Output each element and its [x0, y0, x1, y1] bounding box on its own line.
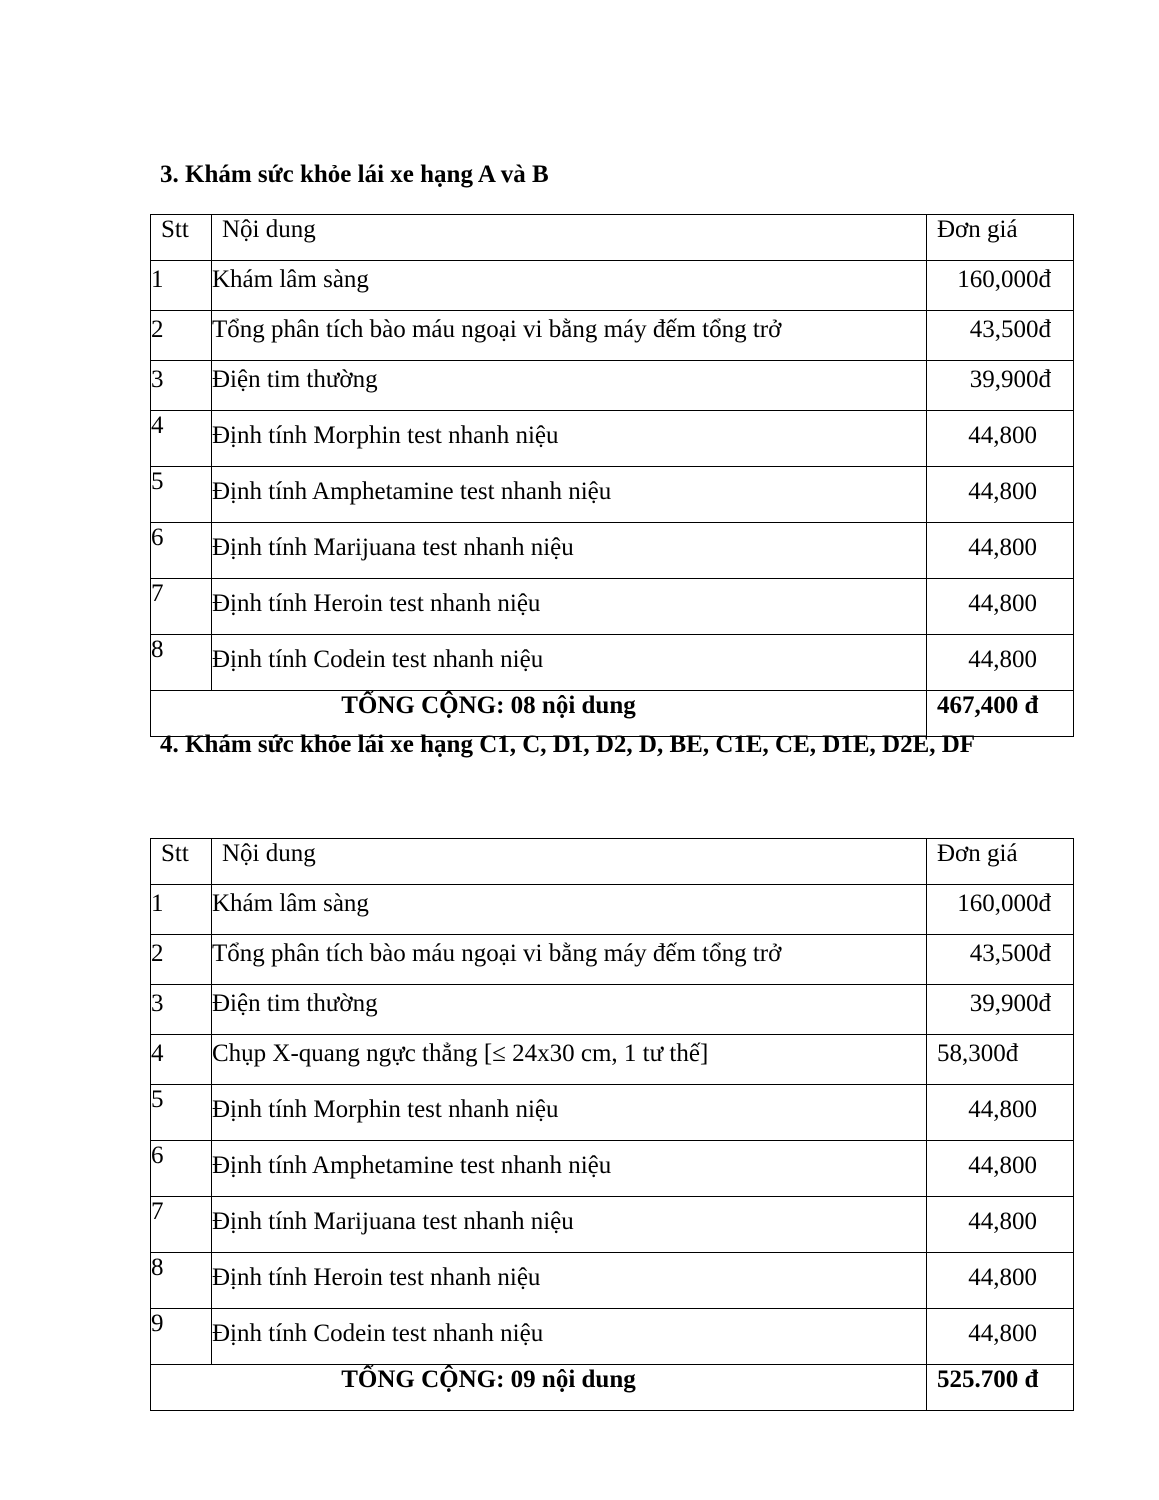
column-header-price: Đơn giá	[927, 839, 1074, 885]
table-row	[151, 1197, 1074, 1253]
row-price: 44,800	[927, 1141, 1074, 1197]
row-price: 39,900đ	[927, 361, 1074, 411]
row-number: 6	[151, 1141, 212, 1197]
row-number: 8	[151, 1253, 212, 1309]
row-number: 8	[151, 635, 212, 691]
table-row	[151, 411, 1074, 467]
price-table-section-3	[150, 214, 1074, 737]
row-number: 7	[151, 1197, 212, 1253]
column-header-stt: Stt	[151, 215, 212, 261]
total-value: 467,400 đ	[927, 691, 1074, 737]
section-3-title: 3. Khám sức khỏe lái xe hạng A và B	[160, 161, 549, 188]
row-number: 7	[151, 579, 212, 635]
table-row	[151, 579, 1074, 635]
row-price: 44,800	[927, 635, 1074, 691]
section-4-title: 4. Khám sức khỏe lái xe hạng C1, C, D1, D2, D, BE, C1E, CE, D1E, D2E, DF	[160, 731, 976, 758]
row-number: 2	[151, 935, 212, 985]
table-row	[151, 261, 1074, 311]
row-number: 5	[151, 1085, 212, 1141]
table-row	[151, 1309, 1074, 1365]
row-content: Khám lâm sàng	[212, 885, 927, 935]
row-content: Định tính Amphetamine test nhanh niệu	[212, 1141, 927, 1197]
row-content: Định tính Heroin test nhanh niệu	[212, 1253, 927, 1309]
row-price: 44,800	[927, 411, 1074, 467]
row-price: 44,800	[927, 1253, 1074, 1309]
table-row	[151, 935, 1074, 985]
table-row	[151, 523, 1074, 579]
row-price: 160,000đ	[927, 885, 1074, 935]
row-content: Định tính Codein test nhanh niệu	[212, 1309, 927, 1365]
row-number: 9	[151, 1309, 212, 1365]
row-price: 44,800	[927, 1309, 1074, 1365]
total-value: 525.700 đ	[927, 1365, 1074, 1411]
table-row	[151, 467, 1074, 523]
row-price: 39,900đ	[927, 985, 1074, 1035]
table-row	[151, 361, 1074, 411]
column-header-content: Nội dung	[212, 839, 927, 885]
row-content: Định tính Morphin test nhanh niệu	[212, 1085, 927, 1141]
row-price: 43,500đ	[927, 935, 1074, 985]
total-label: TỔNG CỘNG: 08 nội dung	[151, 691, 927, 737]
row-price: 44,800	[927, 467, 1074, 523]
row-content: Định tính Marijuana test nhanh niệu	[212, 1197, 927, 1253]
row-number: 2	[151, 311, 212, 361]
table-row	[151, 885, 1074, 935]
row-price: 44,800	[927, 523, 1074, 579]
row-number: 4	[151, 411, 212, 467]
row-number: 5	[151, 467, 212, 523]
table-row	[151, 985, 1074, 1035]
price-table-section-4	[150, 838, 1074, 1411]
total-row	[151, 1365, 1074, 1411]
row-content: Định tính Heroin test nhanh niệu	[212, 579, 927, 635]
row-number: 6	[151, 523, 212, 579]
row-number: 4	[151, 1035, 212, 1085]
row-price: 44,800	[927, 579, 1074, 635]
row-content: Tổng phân tích bào máu ngoại vi bằng máy đếm tổng trở	[212, 311, 927, 361]
table-row	[151, 1253, 1074, 1309]
row-content: Điện tim thường	[212, 361, 927, 411]
row-content: Định tính Morphin test nhanh niệu	[212, 411, 927, 467]
row-content: Tổng phân tích bào máu ngoại vi bằng máy đếm tổng trở	[212, 935, 927, 985]
table-row	[151, 311, 1074, 361]
table-header-row	[151, 839, 1074, 885]
row-content: Định tính Codein test nhanh niệu	[212, 635, 927, 691]
row-content: Khám lâm sàng	[212, 261, 927, 311]
row-number: 3	[151, 361, 212, 411]
row-content: Điện tim thường	[212, 985, 927, 1035]
row-price: 44,800	[927, 1197, 1074, 1253]
table-row	[151, 1141, 1074, 1197]
row-price: 160,000đ	[927, 261, 1074, 311]
table-row	[151, 635, 1074, 691]
row-number: 1	[151, 261, 212, 311]
row-number: 3	[151, 985, 212, 1035]
column-header-stt: Stt	[151, 839, 212, 885]
column-header-content: Nội dung	[212, 215, 927, 261]
row-number: 1	[151, 885, 212, 935]
row-content: Chụp X-quang ngực thẳng [≤ 24x30 cm, 1 tư thế]	[212, 1035, 927, 1085]
table-header-row	[151, 215, 1074, 261]
row-content: Định tính Marijuana test nhanh niệu	[212, 523, 927, 579]
table-row	[151, 1085, 1074, 1141]
row-price: 43,500đ	[927, 311, 1074, 361]
total-label: TỔNG CỘNG: 09 nội dung	[151, 1365, 927, 1411]
row-content: Định tính Amphetamine test nhanh niệu	[212, 467, 927, 523]
column-header-price: Đơn giá	[927, 215, 1074, 261]
table-row	[151, 1035, 1074, 1085]
row-price: 44,800	[927, 1085, 1074, 1141]
row-price: 58,300đ	[927, 1035, 1074, 1085]
